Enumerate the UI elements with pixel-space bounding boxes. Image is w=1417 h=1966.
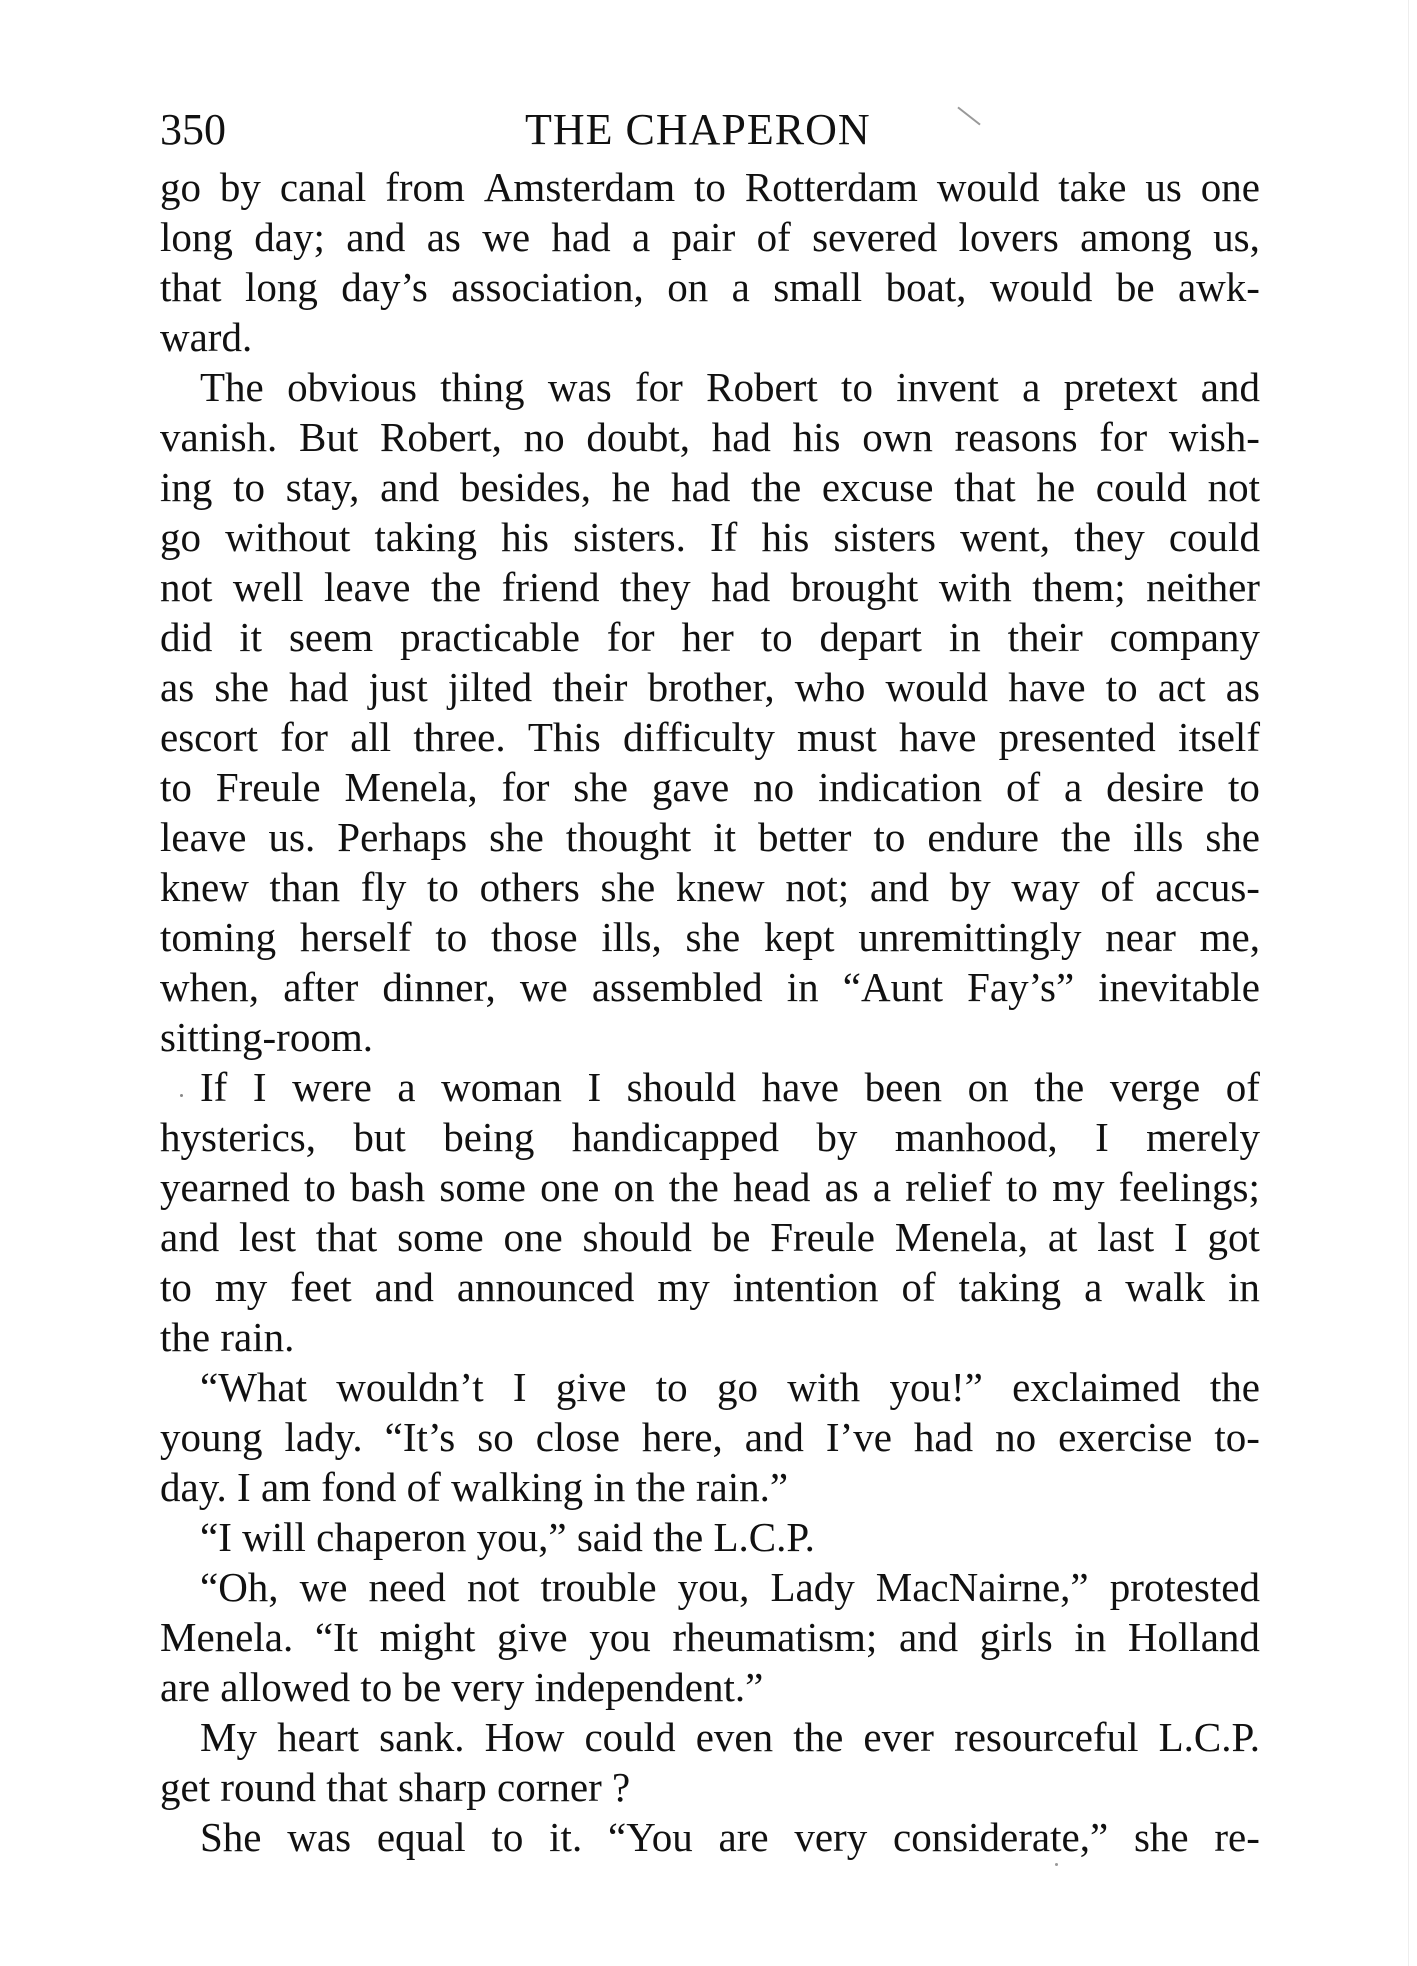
text-line: She was equal to it. “You are very considerate,” she re-: [200, 1814, 1260, 1860]
text-line: toming herself to those ills, she kept unremittingly near me,: [160, 914, 1260, 960]
text-line: as she had just jilted their brother, who would have to act as: [160, 664, 1260, 710]
text-line: the rain.: [160, 1314, 295, 1360]
text-line: vanish. But Robert, no doubt, had his own reasons for wish-: [160, 414, 1260, 460]
text-line: that long day’s association, on a small boat, would be awk-: [160, 264, 1260, 310]
text-line: hysterics, but being handicapped by manhood, I merely: [160, 1114, 1260, 1160]
text-line: go by canal from Amsterdam to Rotterdam would take us one: [160, 164, 1260, 210]
text-line: day. I am fond of walking in the rain.”: [160, 1464, 789, 1510]
text-line: escort for all three. This difficulty must have presented itself: [160, 714, 1260, 760]
text-line: did it seem practicable for her to depart in their company: [160, 614, 1260, 660]
text-line: ing to stay, and besides, he had the excuse that he could not: [160, 464, 1260, 510]
text-line: “What wouldn’t I give to go with you!” exclaimed the: [200, 1364, 1260, 1410]
text-line: sitting-room.: [160, 1014, 373, 1060]
text-line: young lady. “It’s so close here, and I’ve had no exercise to-: [160, 1414, 1260, 1460]
text-line: Menela. “It might give you rheumatism; and girls in Holland: [160, 1614, 1260, 1660]
text-line: when, after dinner, we assembled in “Aunt Fay’s” inevitable: [160, 964, 1260, 1010]
text-line: My heart sank. How could even the ever resourceful L.C.P.: [200, 1714, 1260, 1760]
ink-speck: [1055, 1863, 1058, 1866]
text-line: to my feet and announced my intention of taking a walk in: [160, 1264, 1260, 1310]
text-line: go without taking his sisters. If his sisters went, they could: [160, 514, 1260, 560]
text-line: knew than fly to others she knew not; and by way of accus-: [160, 864, 1260, 910]
text-line: yearned to bash some one on the head as a relief to my feelings;: [160, 1164, 1260, 1210]
text-line: long day; and as we had a pair of severed lovers among us,: [160, 214, 1260, 260]
page-edge: [1408, 0, 1409, 1966]
text-line: to Freule Menela, for she gave no indication of a desire to: [160, 764, 1260, 810]
text-line: “I will chaperon you,” said the L.C.P.: [200, 1514, 815, 1560]
text-line: and lest that some one should be Freule Menela, at last I got: [160, 1214, 1260, 1260]
text-line: leave us. Perhaps she thought it better to endure the ills she: [160, 814, 1260, 860]
body-text: [160, 162, 1260, 1862]
text-line: If I were a woman I should have been on the verge of: [200, 1064, 1260, 1110]
text-line: not well leave the friend they had brought with them; neither: [160, 564, 1260, 610]
running-header: [160, 100, 1260, 160]
running-title: THE CHAPERON: [525, 105, 871, 154]
text-line: “Oh, we need not trouble you, Lady MacNairne,” protested: [200, 1564, 1260, 1610]
text-line: The obvious thing was for Robert to invent a pretext and: [200, 364, 1260, 410]
text-line: get round that sharp corner ?: [160, 1764, 631, 1810]
text-line: ward.: [160, 314, 253, 360]
text-line: are allowed to be very independent.”: [160, 1664, 764, 1710]
page-number: 350: [160, 105, 226, 154]
